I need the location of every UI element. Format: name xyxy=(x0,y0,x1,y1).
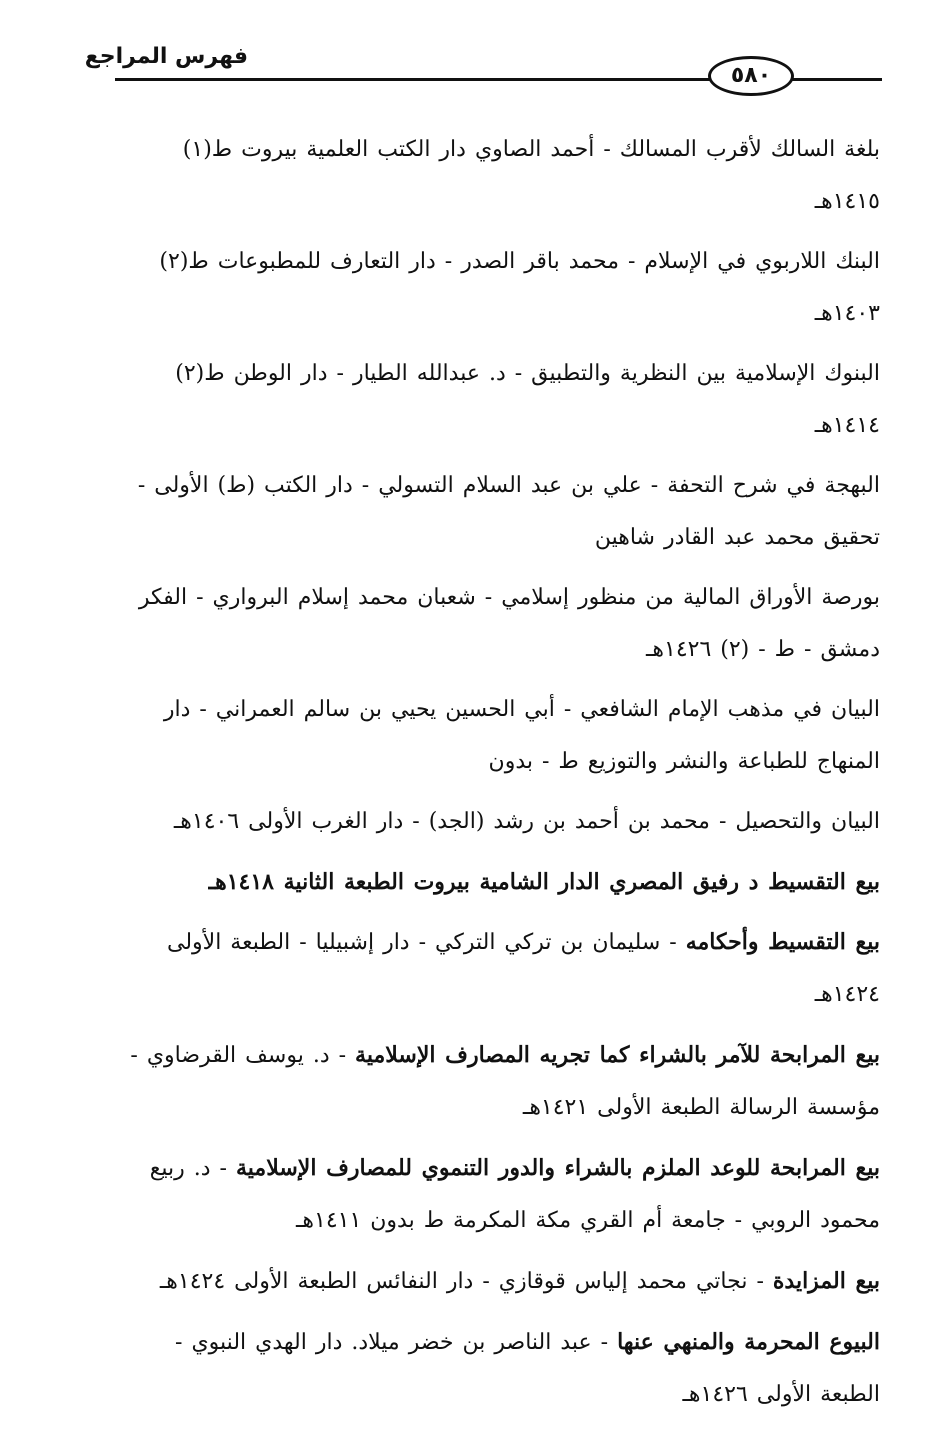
page-number: ٥٨٠ xyxy=(708,56,794,96)
reference-entry xyxy=(115,124,880,228)
reference-title: بيع التقسيط د رفيق المصري الدار الشامية بيروت الطبعة الثانية ١٤١٨هـ xyxy=(208,869,880,895)
reference-entry xyxy=(115,460,880,564)
reference-entry xyxy=(115,856,880,908)
reference-entry xyxy=(115,1316,880,1421)
reference-title: بيع المزايدة xyxy=(772,1268,880,1294)
reference-entry xyxy=(115,684,880,788)
reference-entry xyxy=(115,916,880,1021)
reference-text: - سليمان بن تركي التركي - دار إشبيليا - الطبعة الأولى ١٤٢٤هـ xyxy=(166,930,880,1007)
reference-text: البنك اللاربوي في الإسلام - محمد باقر الصدر - دار التعارف للمطبوعات ط(٢) ١٤٠٣هـ xyxy=(159,249,880,326)
reference-entry xyxy=(115,348,880,452)
page-header xyxy=(0,0,941,110)
reference-list xyxy=(115,124,880,1429)
reference-text: البيان في مذهب الإمام الشافعي - أبي الحسين يحيي بن سالم العمراني - دار المنهاج للطباعة والنشر والتوزيع ط - بدون xyxy=(163,697,880,774)
reference-title: بيع المرابحة للوعد الملزم بالشراء والدور التنموي للمصارف الإسلامية xyxy=(236,1155,880,1181)
reference-text: - د. يوسف القرضاوي - مؤسسة الرسالة الطبعة الأولى ١٤٢١هـ xyxy=(130,1043,880,1120)
reference-text: البنوك الإسلامية بين النظرية والتطبيق - د. عبدالله الطيار - دار الوطن ط(٢) ١٤١٤هـ xyxy=(175,361,880,438)
reference-entry xyxy=(115,1029,880,1134)
reference-text: - د. ربيع محمود الروبي - جامعة أم القري مكة المكرمة ط بدون ١٤١١هـ xyxy=(149,1156,880,1233)
reference-entry xyxy=(115,1142,880,1247)
reference-text: - نجاتي محمد إلياس قوقازي - دار النفائس الطبعة الأولى ١٤٢٤هـ xyxy=(159,1269,773,1294)
reference-title: بيع التقسيط وأحكامه xyxy=(685,929,880,955)
reference-title: البيوع المحرمة والمنهي عنها xyxy=(617,1329,880,1355)
reference-text: - عبد الناصر بن خضر ميلاد. دار الهدي النبوي - الطبعة الأولى ١٤٢٦هـ xyxy=(175,1330,880,1407)
reference-text: بلغة السالك لأقرب المسالك - أحمد الصاوي دار الكتب العلمية بيروت ط(١) ١٤١٥هـ xyxy=(182,137,880,214)
reference-entry xyxy=(115,572,880,676)
reference-text: بورصة الأوراق المالية من منظور إسلامي - شعبان محمد إسلام البرواري - الفكر دمشق - ط - (٢) ١٤٢٦هـ xyxy=(138,585,880,662)
reference-entry xyxy=(115,1255,880,1308)
reference-title: بيع المرابحة للآمر بالشراء كما تجريه المصارف الإسلامية xyxy=(355,1042,880,1068)
reference-text: البهجة في شرح التحفة - علي بن عبد السلام التسولي - دار الكتب (ط) الأولى - تحقيق محمد عبد القادر شاهين xyxy=(137,473,880,550)
reference-entry xyxy=(115,236,880,340)
reference-entry xyxy=(115,796,880,848)
reference-text: البيان والتحصيل - محمد بن أحمد بن رشد (الجد) - دار الغرب الأولى ١٤٠٦هـ xyxy=(173,809,880,834)
page-header-title: فهرس المراجع xyxy=(84,44,248,69)
